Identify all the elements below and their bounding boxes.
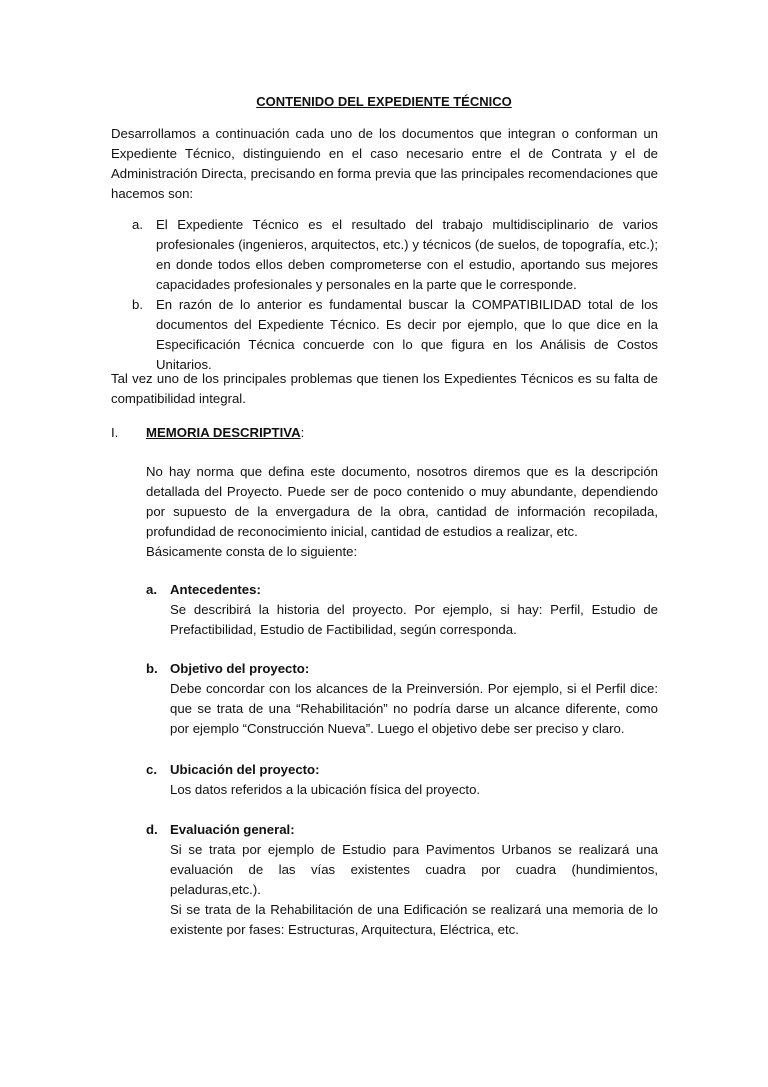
recommendations-list bbox=[132, 215, 658, 375]
item-body-2: Si se trata de la Rehabilitación de una Edificación se realizará una memoria de lo existente por fases: Estructuras, Arquitectura, Eléctrica, etc. bbox=[170, 902, 658, 937]
memoria-consta: Básicamente consta de lo siguiente: bbox=[146, 544, 358, 559]
memoria-paragraph: No hay norma que defina este documento, nosotros diremos que es la descripción detallada del Proyecto. Puede ser de poco contenido o muy abundante, dependiendo por supuesto de la envergadura de la obra, cantidad de información recopilada, profundidad de reconocimiento inicial, cantidad de estudios a realizar, etc. bbox=[146, 464, 658, 539]
item-heading: Objetivo del proyecto: bbox=[170, 661, 310, 676]
item-heading: Antecedentes: bbox=[170, 582, 261, 597]
list-item bbox=[132, 295, 658, 375]
document-title: CONTENIDO DEL EXPEDIENTE TÉCNICO bbox=[256, 94, 512, 109]
compatibility-paragraph: Tal vez uno de los principales problemas que tienen los Expedientes Técnicos es su falta de compatibilidad integral. bbox=[111, 371, 658, 406]
item-body: Debe concordar con los alcances de la Preinversión. Por ejemplo, si el Perfil dice: que se trata de una “Rehabilitación” no podría darse un alcance diferente, como por ejemplo “Construcción Nueva”. Luego el objetivo debe ser preciso y claro. bbox=[170, 681, 658, 736]
item-body: Si se trata por ejemplo de Estudio para Pavimentos Urbanos se realizará una evaluación de las vías existentes cuadra por cuadra (hundimientos, peladuras,etc.). bbox=[170, 842, 658, 897]
item-body: Se describirá la historia del proyecto. Por ejemplo, si hay: Perfil, Estudio de Prefactibilidad, Estudio de Factibilidad, según corresponda. bbox=[170, 602, 658, 637]
list-marker: b. bbox=[132, 297, 143, 312]
item-body-group bbox=[170, 840, 658, 940]
item-body: Los datos referidos a la ubicación física del proyecto. bbox=[170, 782, 481, 797]
list-item-text: El Expediente Técnico es el resultado del trabajo multidisciplinario de varios profesionales (ingenieros, arquitectos, etc.) y técnicos (de suelos, de topografía, etc.); en donde todos ellos deben comprometerse con el estudio, aportando sus mejores capacidades profesionales y personales en la parte que le corresponde. bbox=[156, 217, 658, 292]
section-title: MEMORIA DESCRIPTIVA bbox=[146, 425, 301, 440]
list-item bbox=[132, 215, 658, 295]
memoria-intro bbox=[146, 462, 658, 562]
list-marker: d. bbox=[146, 822, 158, 837]
section-number: I. bbox=[111, 425, 119, 440]
list-item-text: En razón de lo anterior es fundamental buscar la COMPATIBILIDAD total de los documentos del Expediente Técnico. Es decir por ejemplo, que lo que dice en la Especificación Técnica concuerde con lo que figura en los Análisis de Costos Unitarios. bbox=[156, 297, 658, 372]
list-marker: a. bbox=[132, 217, 143, 232]
section-colon: : bbox=[300, 425, 305, 440]
item-heading: Evaluación general: bbox=[170, 822, 295, 837]
list-marker: a. bbox=[146, 582, 157, 597]
list-marker: b. bbox=[146, 661, 158, 676]
list-marker: c. bbox=[146, 762, 157, 777]
intro-paragraph: Desarrollamos a continuación cada uno de los documentos que integran o conforman un Expediente Técnico, distinguiendo en el caso necesario entre el de Contrata y el de Administración Directa, precisando en forma previa que las principales recomendaciones que hacemos son: bbox=[111, 126, 658, 201]
item-heading: Ubicación del proyecto: bbox=[170, 762, 320, 777]
